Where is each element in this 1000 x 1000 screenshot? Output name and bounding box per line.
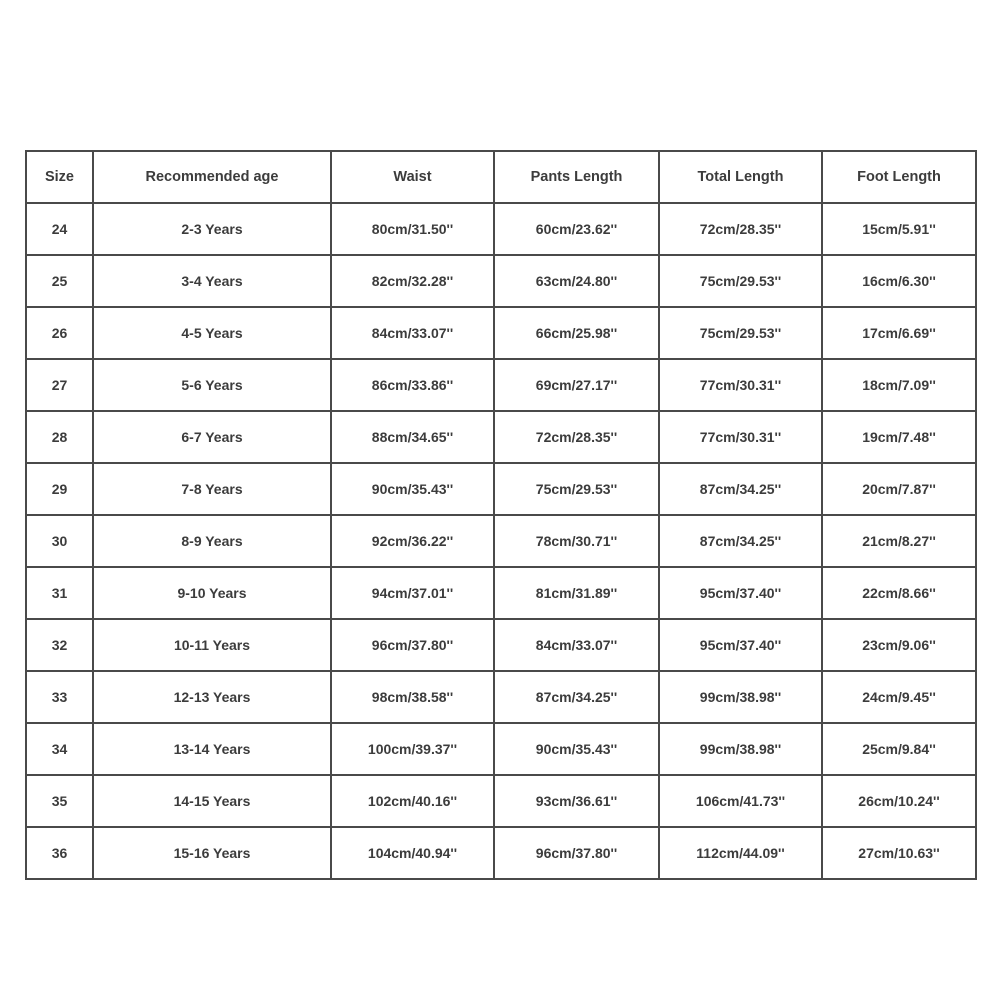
cell-total-length: 87cm/34.25'' [659,515,822,567]
cell-total-length: 75cm/29.53'' [659,255,822,307]
cell-size: 24 [26,203,93,255]
cell-size: 26 [26,307,93,359]
cell-foot-length: 24cm/9.45'' [822,671,976,723]
cell-foot-length: 21cm/8.27'' [822,515,976,567]
cell-size: 25 [26,255,93,307]
cell-total-length: 95cm/37.40'' [659,619,822,671]
cell-total-length: 99cm/38.98'' [659,723,822,775]
cell-pants-length: 81cm/31.89'' [494,567,659,619]
cell-foot-length: 20cm/7.87'' [822,463,976,515]
cell-foot-length: 18cm/7.09'' [822,359,976,411]
cell-waist: 94cm/37.01'' [331,567,494,619]
table-row [26,359,976,411]
cell-size: 30 [26,515,93,567]
cell-foot-length: 15cm/5.91'' [822,203,976,255]
cell-pants-length: 93cm/36.61'' [494,775,659,827]
cell-recommended-age: 14-15 Years [93,775,331,827]
table-row [26,619,976,671]
table-row [26,567,976,619]
table-row [26,255,976,307]
cell-pants-length: 90cm/35.43'' [494,723,659,775]
cell-pants-length: 75cm/29.53'' [494,463,659,515]
cell-recommended-age: 4-5 Years [93,307,331,359]
cell-size: 27 [26,359,93,411]
cell-pants-length: 60cm/23.62'' [494,203,659,255]
cell-size: 36 [26,827,93,879]
cell-foot-length: 19cm/7.48'' [822,411,976,463]
cell-total-length: 87cm/34.25'' [659,463,822,515]
cell-total-length: 95cm/37.40'' [659,567,822,619]
cell-total-length: 77cm/30.31'' [659,411,822,463]
cell-size: 35 [26,775,93,827]
table-row [26,723,976,775]
table-row [26,671,976,723]
header-size: Size [26,151,93,203]
table-row [26,827,976,879]
cell-foot-length: 27cm/10.63'' [822,827,976,879]
cell-pants-length: 63cm/24.80'' [494,255,659,307]
header-waist: Waist [331,151,494,203]
table-row [26,515,976,567]
header-row [26,151,976,203]
cell-waist: 80cm/31.50'' [331,203,494,255]
cell-size: 28 [26,411,93,463]
cell-size: 32 [26,619,93,671]
cell-total-length: 75cm/29.53'' [659,307,822,359]
table-row [26,463,976,515]
cell-pants-length: 69cm/27.17'' [494,359,659,411]
cell-recommended-age: 5-6 Years [93,359,331,411]
cell-size: 31 [26,567,93,619]
cell-waist: 86cm/33.86'' [331,359,494,411]
cell-recommended-age: 13-14 Years [93,723,331,775]
table-row [26,307,976,359]
cell-pants-length: 72cm/28.35'' [494,411,659,463]
cell-foot-length: 16cm/6.30'' [822,255,976,307]
cell-pants-length: 96cm/37.80'' [494,827,659,879]
cell-waist: 84cm/33.07'' [331,307,494,359]
size-chart-table [25,150,977,880]
cell-size: 33 [26,671,93,723]
cell-pants-length: 87cm/34.25'' [494,671,659,723]
cell-pants-length: 66cm/25.98'' [494,307,659,359]
cell-recommended-age: 3-4 Years [93,255,331,307]
header-recommended-age: Recommended age [93,151,331,203]
cell-waist: 92cm/36.22'' [331,515,494,567]
cell-foot-length: 23cm/9.06'' [822,619,976,671]
cell-total-length: 112cm/44.09'' [659,827,822,879]
table-row [26,775,976,827]
cell-size: 29 [26,463,93,515]
cell-recommended-age: 2-3 Years [93,203,331,255]
table-row [26,203,976,255]
cell-recommended-age: 7-8 Years [93,463,331,515]
cell-waist: 100cm/39.37'' [331,723,494,775]
cell-foot-length: 26cm/10.24'' [822,775,976,827]
cell-waist: 90cm/35.43'' [331,463,494,515]
cell-foot-length: 17cm/6.69'' [822,307,976,359]
cell-total-length: 72cm/28.35'' [659,203,822,255]
cell-total-length: 99cm/38.98'' [659,671,822,723]
header-foot-length: Foot Length [822,151,976,203]
cell-pants-length: 78cm/30.71'' [494,515,659,567]
cell-size: 34 [26,723,93,775]
cell-recommended-age: 6-7 Years [93,411,331,463]
cell-recommended-age: 15-16 Years [93,827,331,879]
cell-recommended-age: 8-9 Years [93,515,331,567]
cell-waist: 96cm/37.80'' [331,619,494,671]
cell-waist: 88cm/34.65'' [331,411,494,463]
header-total-length: Total Length [659,151,822,203]
cell-recommended-age: 10-11 Years [93,619,331,671]
cell-recommended-age: 12-13 Years [93,671,331,723]
cell-total-length: 106cm/41.73'' [659,775,822,827]
cell-recommended-age: 9-10 Years [93,567,331,619]
table-row [26,411,976,463]
cell-waist: 82cm/32.28'' [331,255,494,307]
cell-foot-length: 25cm/9.84'' [822,723,976,775]
cell-waist: 104cm/40.94'' [331,827,494,879]
cell-total-length: 77cm/30.31'' [659,359,822,411]
header-pants-length: Pants Length [494,151,659,203]
cell-foot-length: 22cm/8.66'' [822,567,976,619]
cell-waist: 98cm/38.58'' [331,671,494,723]
cell-pants-length: 84cm/33.07'' [494,619,659,671]
cell-waist: 102cm/40.16'' [331,775,494,827]
